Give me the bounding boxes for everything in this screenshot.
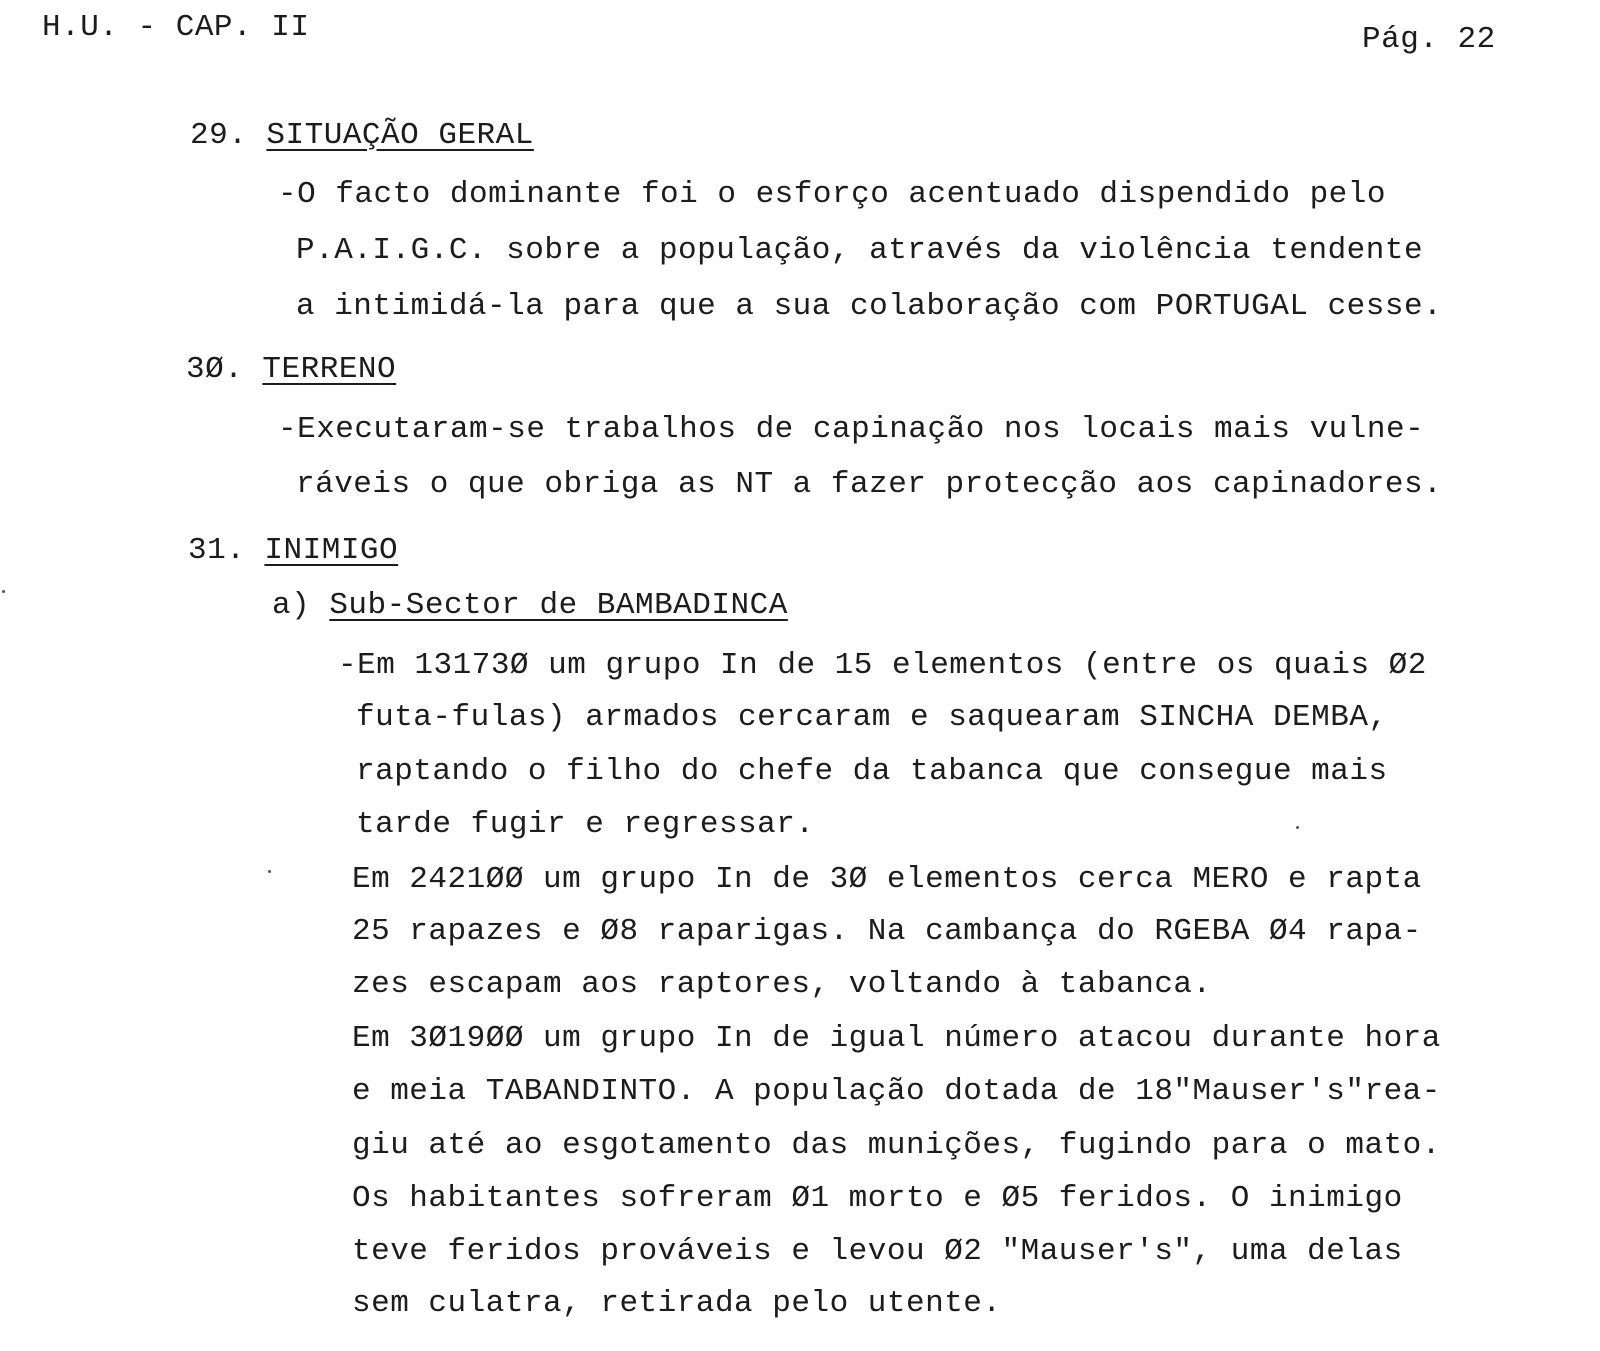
subsection-a-line: Em 3Ø19ØØ um grupo In de igual número atacou durante hora: [352, 1021, 1441, 1056]
section-31-title: INIMIGO: [264, 533, 399, 568]
scan-speck: [268, 870, 271, 873]
subsection-a-line: futa-fulas) armados cercaram e saquearam SINCHA DEMBA,: [356, 700, 1388, 735]
subsection-a-line: e meia TABANDINTO. A população dotada de 18"Mauser's"rea-: [352, 1074, 1441, 1109]
section-30-line: -Executaram-se trabalhos de capinação nos locais mais vulne-: [278, 412, 1425, 447]
page-number: Pág. 22: [1362, 22, 1496, 57]
section-30-heading: [186, 350, 396, 390]
subsection-a-line: zes escapam aos raptores, voltando à tabanca.: [352, 967, 1212, 1002]
section-29-line: P.A.I.G.C. sobre a população, através da violência tendente: [296, 233, 1424, 268]
section-29-heading: [190, 116, 534, 156]
section-29-title: SITUAÇÃO GERAL: [266, 118, 534, 153]
subsection-a-line: Em 2421ØØ um grupo In de 3Ø elementos cerca MERO e rapta: [352, 862, 1422, 897]
subsection-a-line: 25 rapazes e Ø8 raparigas. Na cambança do RGEBA Ø4 rapa-: [352, 914, 1422, 949]
section-29-number: 29.: [190, 118, 248, 153]
scan-speck: [2, 590, 5, 593]
subsection-a-marker: a): [272, 588, 311, 623]
section-29-line: -O facto dominante foi o esforço acentuado dispendido pelo: [278, 177, 1386, 212]
chapter-header: H.U. - CAP. II: [42, 10, 310, 45]
subsection-a-line: raptando o filho do chefe da tabanca que consegue mais: [356, 754, 1388, 789]
subsection-a-line: -Em 13173Ø um grupo In de 15 elementos (entre os quais Ø2: [338, 648, 1427, 683]
subsection-a-line: giu até ao esgotamento das munições, fugindo para o mato.: [352, 1128, 1441, 1163]
subsection-a-title: Sub-Sector de BAMBADINCA: [329, 588, 788, 623]
subsection-a-line: tarde fugir e regressar.: [356, 807, 815, 842]
scan-speck: [1296, 826, 1299, 829]
section-31-number: 31.: [188, 533, 246, 568]
section-30-number: 3Ø.: [186, 352, 244, 387]
subsection-a-line: sem culatra, retirada pelo utente.: [352, 1286, 1002, 1321]
subsection-a-line: Os habitantes sofreram Ø1 morto e Ø5 feridos. O inimigo: [352, 1181, 1403, 1216]
section-29-line: a intimidá-la para que a sua colaboração com PORTUGAL cesse.: [296, 289, 1443, 324]
section-30-line: ráveis o que obriga as NT a fazer protecção aos capinadores.: [296, 467, 1443, 502]
section-30-title: TERRENO: [262, 352, 397, 387]
subsection-a-line: teve feridos prováveis e levou Ø2 "Mauser's", uma delas: [352, 1234, 1403, 1269]
subsection-a-heading: [272, 586, 788, 626]
section-31-heading: [188, 531, 398, 571]
